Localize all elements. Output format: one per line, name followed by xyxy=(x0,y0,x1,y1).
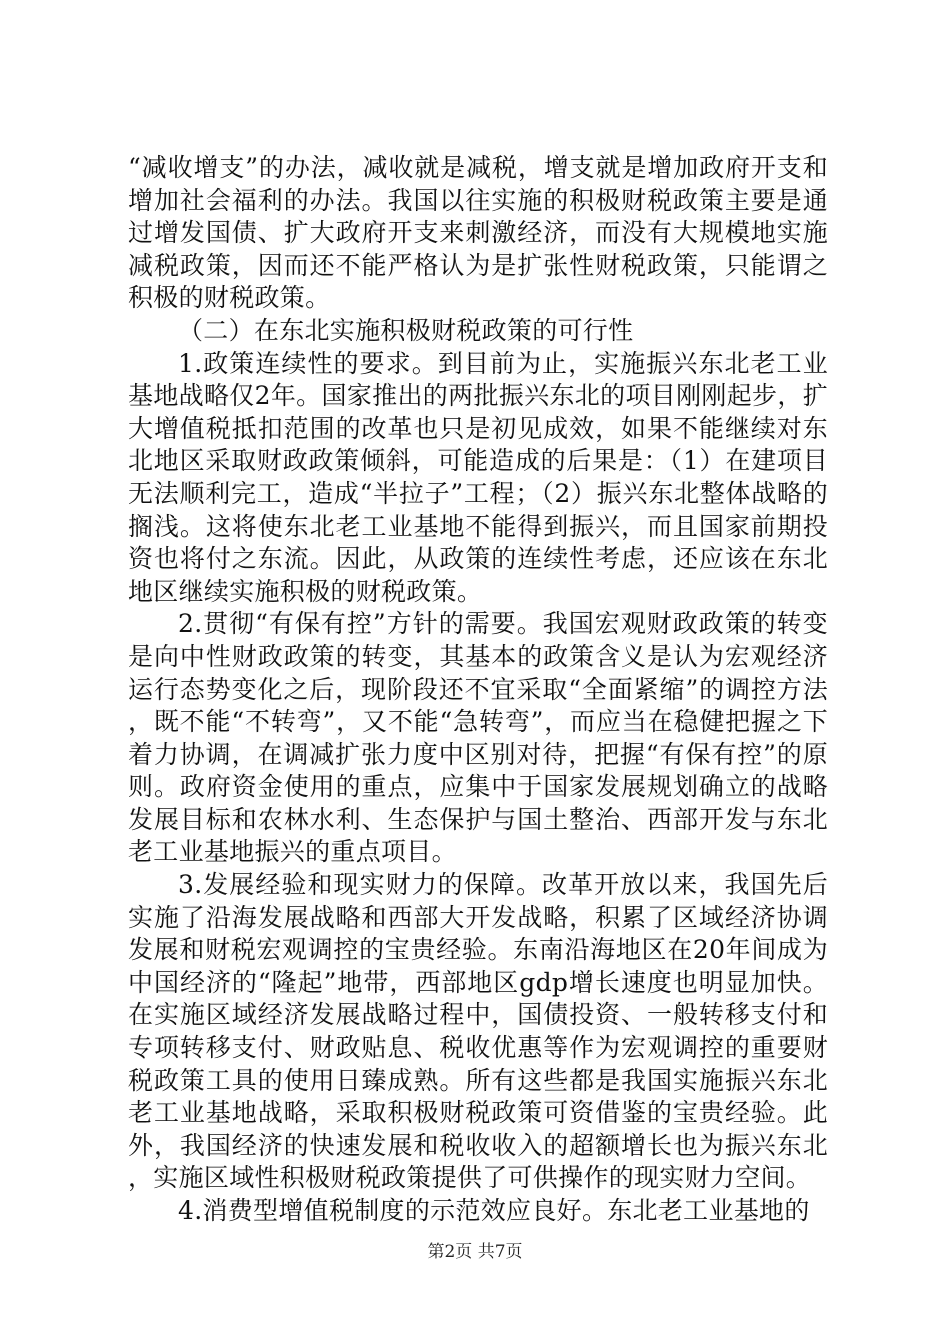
paragraph-vat-demo: 4.消费型增值税制度的示范效应良好。东北老工业基地的 xyxy=(178,1196,810,1225)
section-heading: （二）在东北实施积极财税政策的可行性 xyxy=(178,315,634,345)
paragraph-continuation: “减收增支”的办法，减收就是减税，增支就是增加政府开支和增加社会福利的办法。我国以往实施的积极财税政策主要是通过增发国债、扩大政府开支来刺激经济，而没有大规模地实施减税政策，因而还不能严格认为是扩张性财税政策，只能谓之积极的财税政策。 xyxy=(128,153,828,313)
paragraph-guideline: 2.贯彻“有保有控”方针的需要。我国宏观财政政策的转变是向中性财政政策的转变，其基本的政策含义是认为宏观经济运行态势变化之后，现阶段还不宜采取“全面紧缩”的调控方法，既不能“不转弯”，又不能“急转弯”，而应当在稳健把握之下着力协调，在调减扩张力度中区别对待，把握“有保有控”的原则。政府资金使用的重点，应集中于国家发展规划确立的战略发展目标和农林水利、生态保护与国土整治、西部开发与东北老工业基地振兴的重点项目。 xyxy=(128,609,828,867)
page-footer: 第2页 共7页 xyxy=(427,1242,523,1262)
paragraph-experience: 3.发展经验和现实财力的保障。改革开放以来，我国先后实施了沿海发展战略和西部大开发战略，积累了区域经济协调发展和财税宏观调控的宝贵经验。东南沿海地区在20年间成为中国经济的“隆起”地带，西部地区gdp增长速度也明显加快。在实施区域经济发展战略过程中，国债投资、一般转移支付和专项转移支付、财政贴息、税收优惠等作为宏观调控的重要财税政策工具的使用日臻成熟。所有这些都是我国实施振兴东北老工业基地战略，采取积极财税政策可资借鉴的宝贵经验。此外，我国经济的快速发展和税收收入的超额增长也为振兴东北，实施区域性积极财税政策提供了可供操作的现实财力空间。 xyxy=(128,870,828,1193)
document-body xyxy=(128,152,828,1228)
paragraph-policy-continuity: 1.政策连续性的要求。到目前为止，实施振兴东北老工业基地战略仅2年。国家推出的两批振兴东北的项目刚刚起步，扩大增值税抵扣范围的改革也只是初见成效，如果不能继续对东北地区采取财政政策倾斜，可能造成的后果是：（1）在建项目无法顺利完工，造成“半拉子”工程；（2）振兴东北整体战略的搁浅。这将使东北老工业基地不能得到振兴，而且国家前期投资也将付之东流。因此，从政策的连续性考虑，还应该在东北地区继续实施积极的财税政策。 xyxy=(128,348,828,606)
